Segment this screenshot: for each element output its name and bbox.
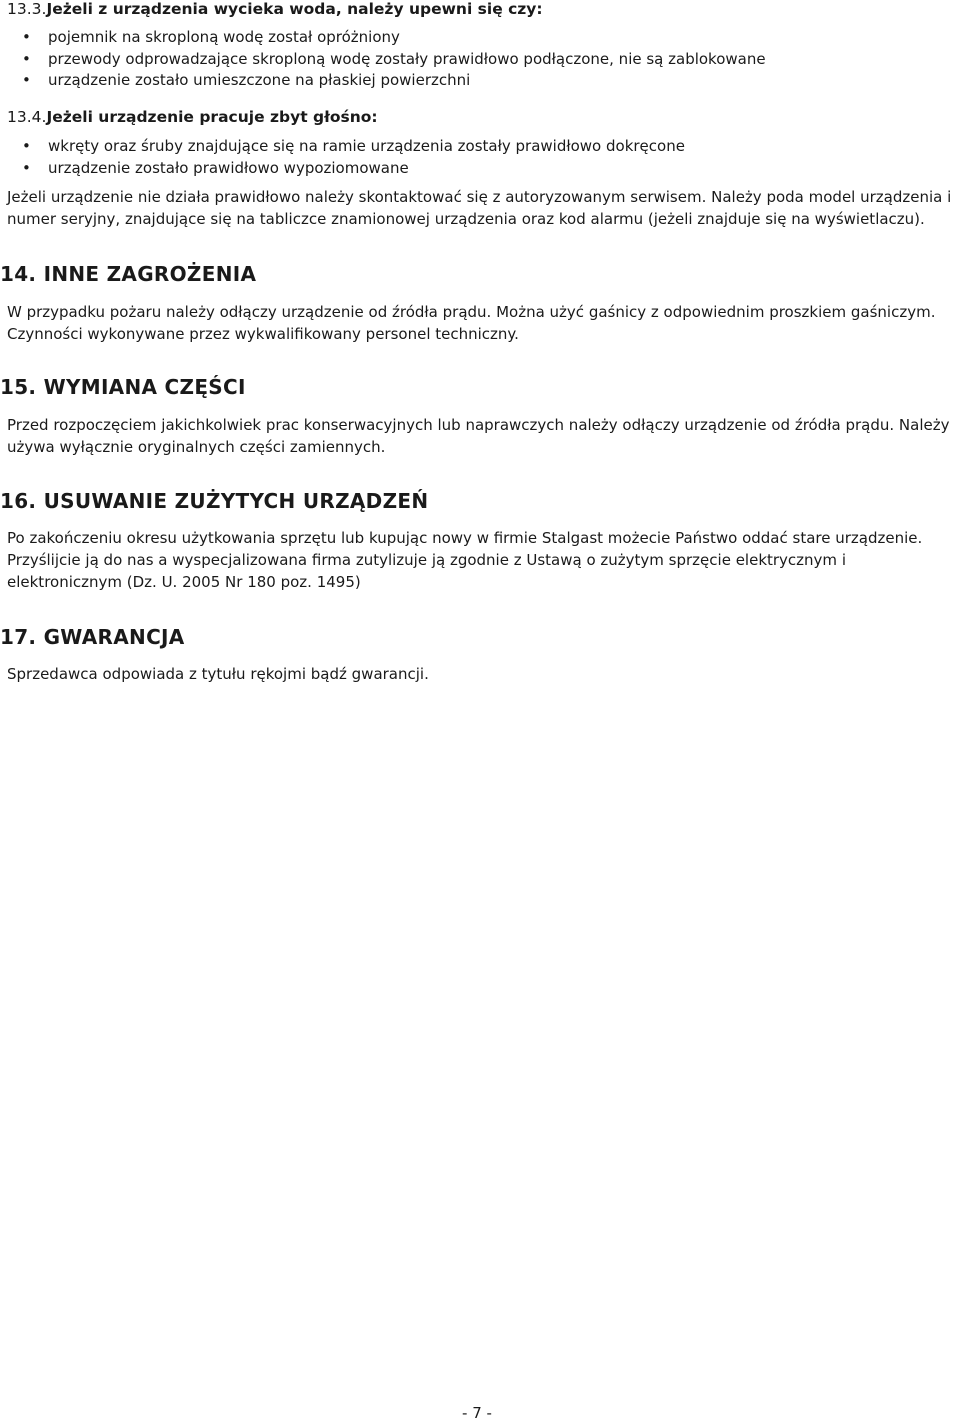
section-13-3-list bbox=[22, 27, 766, 92]
section-14-heading: 14. INNE ZAGROŻENIA bbox=[0, 262, 257, 286]
bullet-icon: • bbox=[22, 158, 31, 177]
section-16-heading: 16. USUWANIE ZUŻYTYCH URZĄDZEŃ bbox=[0, 489, 429, 513]
page-footer bbox=[0, 1404, 960, 1422]
section-17-text: Sprzedawca odpowiada z tytułu rękojmi bądź gwarancji. bbox=[7, 665, 429, 683]
section-13-4-list bbox=[22, 136, 685, 179]
section-15-text: Przed rozpoczęciem jakichkolwiek prac konserwacyjnych lub naprawczych należy odłączy urządzenie od źródła prądu. Należy używa wyłącznie oryginalnych części zamiennych. bbox=[7, 416, 950, 456]
bullet-icon: • bbox=[22, 137, 31, 155]
section-13-3-heading bbox=[7, 0, 543, 18]
section-15-heading: 15. WYMIANA CZĘŚCI bbox=[0, 375, 246, 399]
list-item: • przewody odprowadzające skroploną wodę zostały prawidłowo podłączone, nie są zablokowane bbox=[22, 49, 766, 71]
list-item: • urządzenie zostało umieszczone na płaskiej powierzchni bbox=[22, 70, 766, 92]
section-13-4-heading bbox=[7, 108, 378, 126]
bullet-icon: • bbox=[22, 49, 31, 68]
bullet-icon: • bbox=[22, 28, 31, 46]
section-13-3-number: 13.3. bbox=[7, 0, 47, 18]
bullet-icon: • bbox=[22, 71, 31, 89]
section-17-heading: 17. GWARANCJA bbox=[0, 625, 185, 649]
section-13-3-title: Jeżeli z urządzenia wycieka woda, należy upewni się czy: bbox=[46, 0, 543, 18]
section-14-text: W przypadku pożaru należy odłączy urządzenie od źródła prądu. Można użyć gaśnicy z odpowiednim proszkiem gaśniczym. Czynności wykonywane przez wykwalifikowany personel techniczny. bbox=[7, 303, 936, 343]
list-item: • pojemnik na skroploną wodę został opróżniony bbox=[22, 27, 766, 49]
section-13-4-number: 13.4. bbox=[7, 108, 47, 126]
section-13-4-title: Jeżeli urządzenie pracuje zbyt głośno: bbox=[46, 108, 378, 126]
section-13-4-note: Jeżeli urządzenie nie działa prawidłowo należy skontaktować się z autoryzowanym serwisem. Należy poda model urządzenia i numer seryjny, znajdujące się na tabliczce znamionowej urządzenia oraz kod alarmu (jeżeli znajduje się na wyświetlaczu). bbox=[7, 188, 952, 228]
page-number: - 7 - bbox=[462, 1404, 492, 1422]
section-16-text: Po zakończeniu okresu użytkowania sprzętu lub kupując nowy w firmie Stalgast możecie Państwo oddać stare urządzenie. Przyślijcie ją do nas a wyspecjalizowana firma zutylizuje ją zgodnie z Ustawą o zużytym sprzęcie elektrycznym i elektronicznym (Dz. U. 2005 Nr 180 poz. 1495) bbox=[7, 529, 923, 591]
list-item: • urządzenie zostało prawidłowo wypoziomowane bbox=[22, 158, 685, 180]
list-item: • wkręty oraz śruby znajdujące się na ramie urządzenia zostały prawidłowo dokręcone bbox=[22, 136, 685, 158]
